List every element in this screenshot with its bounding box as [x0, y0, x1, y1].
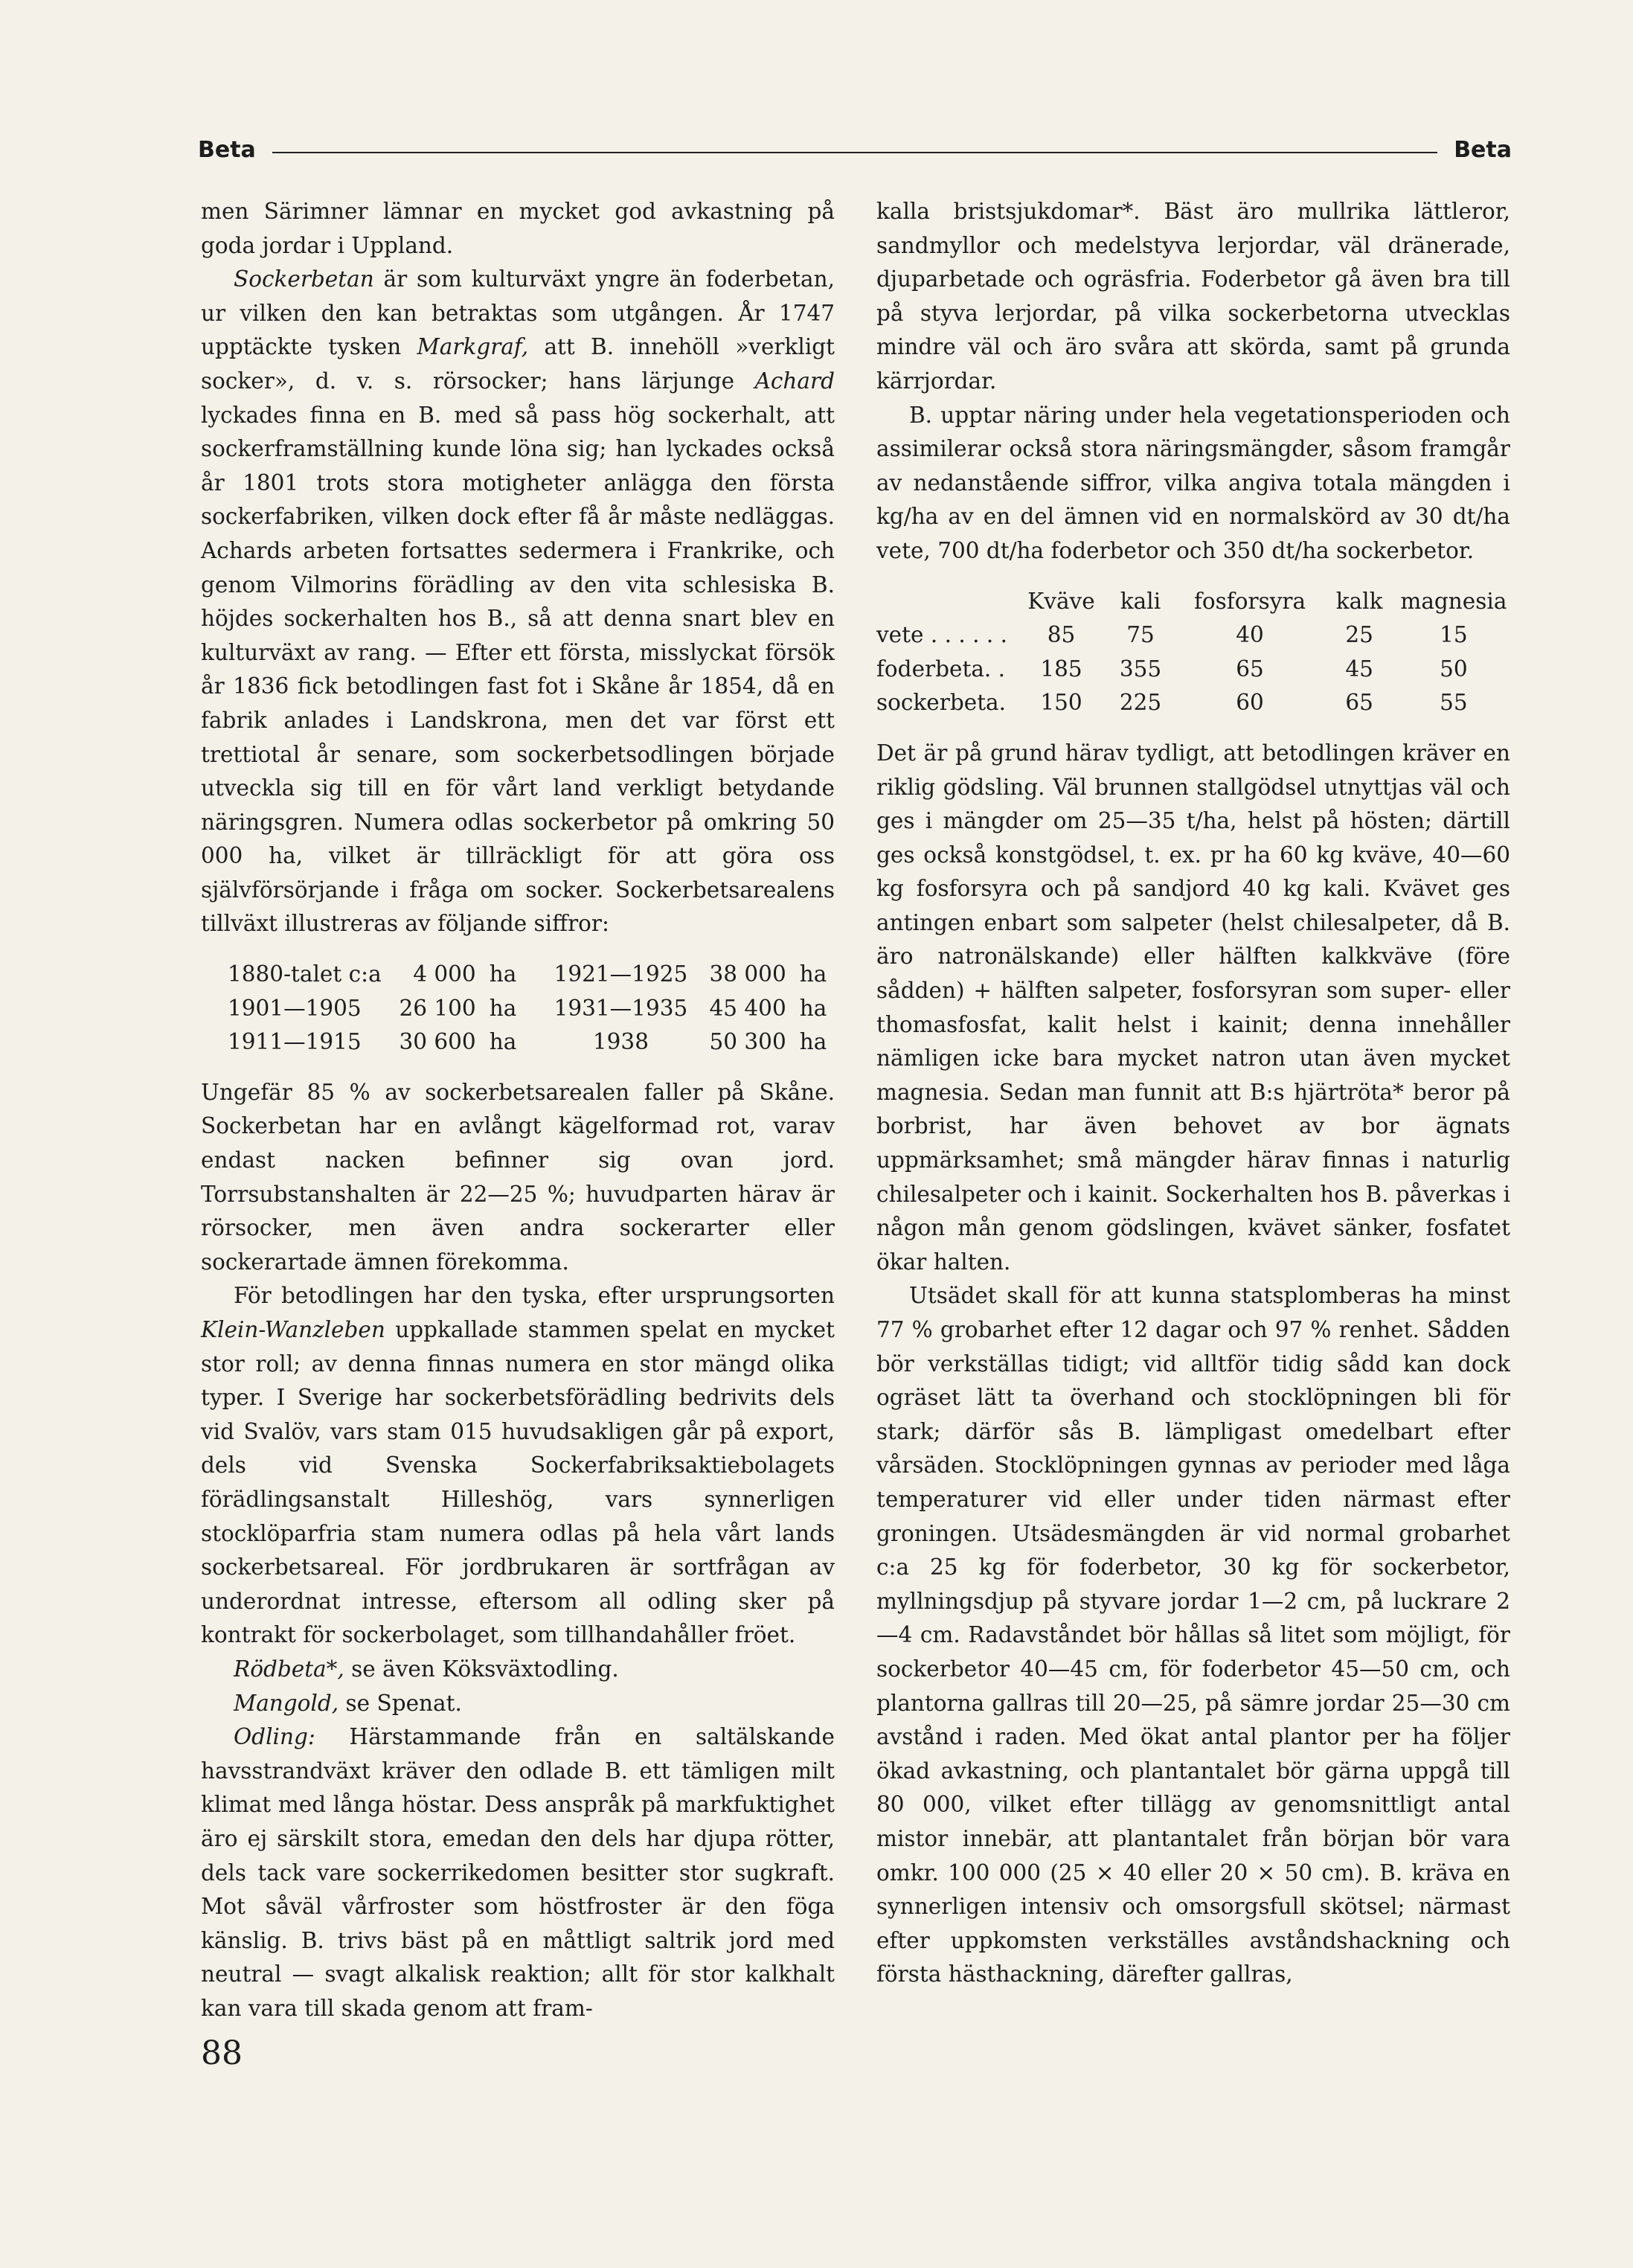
paragraph-sockerbetan: Sockerbetan är som kulturväxt yngre än foderbetan, ur vilken den kan betraktas som utgången. År 1747 upptäckte tysken Markgraf, att B. innehöll »verkligt socker», d. v. s. rörsocker; hans lärjunge Achard lyckades finna en B. med så pass hög sockerhalt, att sockerframställning kunde löna sig; han lyckades också år 1801 trots stora motigheter anlägga den första sockerfabriken, vilken dock efter få år måste nedläggas. Achards arbeten fortsattes sedermera i Frankrike, och genom Vilmorins förädling av den vita schlesiska B. höjdes sockerhalten hos B., så att denna snart blev en kulturväxt av rang. — Efter ett första, misslyckat försök år 1836 fick betodlingen fast fot i Skåne år 1854, då en fabrik anlades i Landskrona, men det var först ett trettiotal år senare, som sockerbetsodlingen började utveckla sig till en för vårt land verkligt betydande näringsgren. Numera odlas sockerbetor på omkring 50 000 ha, vilket är tillräckligt för att göra oss självförsörjande i fråga om socker. Sockerbetsarealens tillväxt illustreras av följande siffror:: [201, 266, 835, 937]
table-cell: 40: [1236, 622, 1264, 648]
column-header: Kväve: [1027, 588, 1095, 614]
column-header: magnesia: [1400, 588, 1507, 614]
table-cell: 65: [1236, 656, 1264, 682]
table-cell: 15: [1440, 622, 1468, 648]
table-cell: 45: [1345, 656, 1373, 682]
table-row: [876, 686, 1510, 720]
running-header: [198, 134, 1512, 167]
table-cell: 150: [1040, 690, 1082, 716]
table-cell: 1901—1905: [228, 995, 362, 1021]
table-cell: ha: [489, 961, 517, 987]
left-column: [201, 195, 835, 2025]
paragraph: Det är på grund härav tydligt, att betodlingen kräver en riklig gödsling. Väl brunnen stallgödsel utnyttjas väl och ges i mängder om 25—35 t/ha, helst på hösten; därtill ges också konstgödsel, t. ex. pr ha 60 kg kväve, 40—60 kg fosforsyra och på sandjord 40 kg kali. Kvävet ges antingen enbart som salpeter (helst chilesalpeter, då B. äro natronälskande) eller hälften kalkkväve (före sådden) + hälften salpeter, fosforsyran som super- eller thomasfosfat, kalit helst i kainit; denna innehåller nämligen icke bara mycket natron utan även mycket magnesia. Sedan man funnit att B:s hjärtröta* beror på borbrist, har även behovet av bor ägnats uppmärksamhet; små mängder härav finnas i naturlig chilesalpeter och i kainit. Sockerhalten hos B. påverkas i någon mån genom gödslingen, kvävet sänker, fosfatet ökar halten.: [876, 740, 1511, 1275]
table-cell: 1880-talet c:a: [228, 961, 382, 987]
table-cell: sockerbeta.: [876, 690, 1007, 716]
table-row: [228, 958, 835, 992]
table-cell: 1938: [592, 1029, 649, 1055]
paragraph: B. upptar näring under hela vegetationsperioden och assimilerar också stora näringsmängder, såsom framgår av nedanstående siffror, vilka angiva totala mängden i kg/ha av en del ämnen vid en normalskörd av 30 dt/ha vete, 700 dt/ha foderbetor och 350 dt/ha sockerbetor.: [876, 402, 1510, 563]
paragraph: kalla bristsjukdomar*. Bäst äro mullrika lättleror, sandmyllor och medelstyva lerjordar, väl dränerade, djuparbetade och ogräsfria. Foderbetor gå även bra till på styva lerjordar, på vilka sockerbetorna utvecklas mindre väl och äro svåra att skörda, samt på grunda kärrjordar.: [876, 199, 1510, 394]
right-column: [876, 195, 1510, 1992]
table-cell: 60: [1236, 690, 1264, 716]
table-cell: 1911—1915: [228, 1029, 362, 1055]
column-header: fosforsyra: [1193, 588, 1306, 614]
table-cell: ha: [799, 1029, 827, 1055]
table-cell: ha: [799, 995, 827, 1021]
page-number: 88: [201, 2034, 243, 2072]
header-rule: [272, 152, 1437, 153]
paragraph: Ungefär 85 % av sockerbetsarealen faller på Skåne. Sockerbetan har en avlångt kägelformad rot, varav endast nacken befinner sig ovan jord. Torrsubstanshalten är 22—25 %; huvudparten härav är rörsocker, men även andra sockerarter eller sockerartade ämnen förekomma.: [201, 1079, 835, 1275]
paragraph: men Särimner lämnar en mycket god avkastning på goda jordar i Uppland.: [201, 199, 835, 258]
area-growth-table: [228, 958, 835, 1060]
paragraph: Utsädet skall för att kunna statsplomberas ha minst 77 % grobarhet efter 12 dagar och 97 % renhet. Sådden bör verkställas tidigt; vid alltför tidig sådd kan dock ogräset lätt ta överhand och stocklöpningen bli för stark; därför sås B. lämpligast omedelbart efter vårsäden. Stocklöpningen gynnas av perioder med låga temperaturer vid eller under tiden närmast efter groningen. Utsädesmängden är vid normal grobarhet c:a 25 kg för foderbetor, 30 kg för sockerbetor, myllningsdjup på styvare jordar 1—2 cm, på luckrare 2—4 cm. Radavståndet bör hållas så litet som möjligt, för sockerbetor 40—45 cm, för foderbetor 45—50 cm, och plantorna gallras till 20—25, på sämre jordar 25—30 cm avstånd i raden. Med ökat antal plantor per ha följer ökad avkastning, och plantantalet bör gärna uppgå till 80 000, vilket efter tillägg av genomsnittligt antal mistor innebär, att plantantalet från början bör vara omkr. 100 000 (25 × 40 eller 20 × 50 cm). B. kräva en synnerligen intensiv och omsorgsfull skötsel; närmast efter uppkomsten verkställes avståndshackning och första hästhackning, därefter gallras,: [876, 1283, 1510, 1987]
table-cell: 85: [1047, 622, 1076, 648]
paragraph-odling: Odling: Härstammande från en saltälskande havsstrandväxt kräver den odlade B. ett tämligen milt klimat med långa höstar. Dess anspråk på markfuktighet äro ej särskilt stora, emedan den dels har djupa rötter, dels tack vare sockerrikedomen besitter stor sugkraft. Mot såväl vårfroster som höstfroster är den föga känslig. B. trivs bäst på en måttligt saltrik jord med neutral — svagt alkalisk reaktion; allt för stor kalkhalt kan vara till skada genom att fram-: [201, 1724, 835, 2021]
running-head-right: Beta: [1454, 137, 1512, 163]
column-header: kalk: [1335, 588, 1383, 614]
paragraph-betodlingen: För betodlingen har den tyska, efter ursprungsorten Klein-Wanzleben uppkallade stammen spelat en mycket stor roll; av denna finnas numera en stor mängd olika typer. I Sverige har sockerbetsförädling bedrivits dels vid Svalöv, vars stam 015 huvudsakligen går på export, dels vid Svenska Sockerfabriksaktiebolagets förädlingsanstalt Hilleshög, vars synnerligen stocklöparfria stam numera odlas på hela vårt lands sockerbetsareal. För jordbrukaren är sortfrågan av underordnat intresse, eftersom all odling sker på kontrakt för sockerbolaget, som tillhandahåller fröet.: [201, 1283, 835, 1648]
table-cell: ha: [489, 995, 517, 1021]
table-cell: 55: [1440, 690, 1468, 716]
table-cell: 75: [1126, 622, 1155, 648]
table-cell: 30 600: [399, 1029, 476, 1055]
column-header: [876, 585, 1020, 619]
table-cell: 50 300: [709, 1029, 786, 1055]
table-cell: 185: [1040, 656, 1082, 682]
paragraph-mangold: Mangold, se Spenat.: [234, 1690, 462, 1716]
table-header-row: [876, 585, 1510, 619]
column-header: kali: [1120, 588, 1161, 614]
table-cell: 65: [1345, 690, 1373, 716]
table-cell: 45 400: [709, 995, 786, 1021]
paragraph-rodbeta: Rödbeta*, se även Köksväxtodling.: [234, 1656, 619, 1682]
table-row: [228, 1025, 835, 1060]
table-row: [876, 653, 1510, 687]
table-cell: 1921—1925: [554, 961, 688, 987]
table-cell: 4 000: [413, 961, 476, 987]
table-cell: ha: [799, 961, 827, 987]
running-head-left: Beta: [198, 137, 256, 163]
table-cell: 225: [1119, 690, 1162, 716]
table-row: [228, 992, 835, 1026]
table-cell: 1931—1935: [554, 995, 688, 1021]
nutrient-table: [876, 585, 1510, 720]
table-cell: 26 100: [399, 995, 476, 1021]
table-cell: 50: [1440, 656, 1468, 682]
table-cell: ha: [489, 1029, 517, 1055]
table-cell: 355: [1119, 656, 1162, 682]
table-cell: vete . . . . . .: [876, 622, 1007, 648]
table-cell: foderbeta. .: [876, 656, 1006, 682]
table-cell: 25: [1345, 622, 1373, 648]
table-cell: 38 000: [709, 961, 786, 987]
table-row: [876, 618, 1510, 653]
